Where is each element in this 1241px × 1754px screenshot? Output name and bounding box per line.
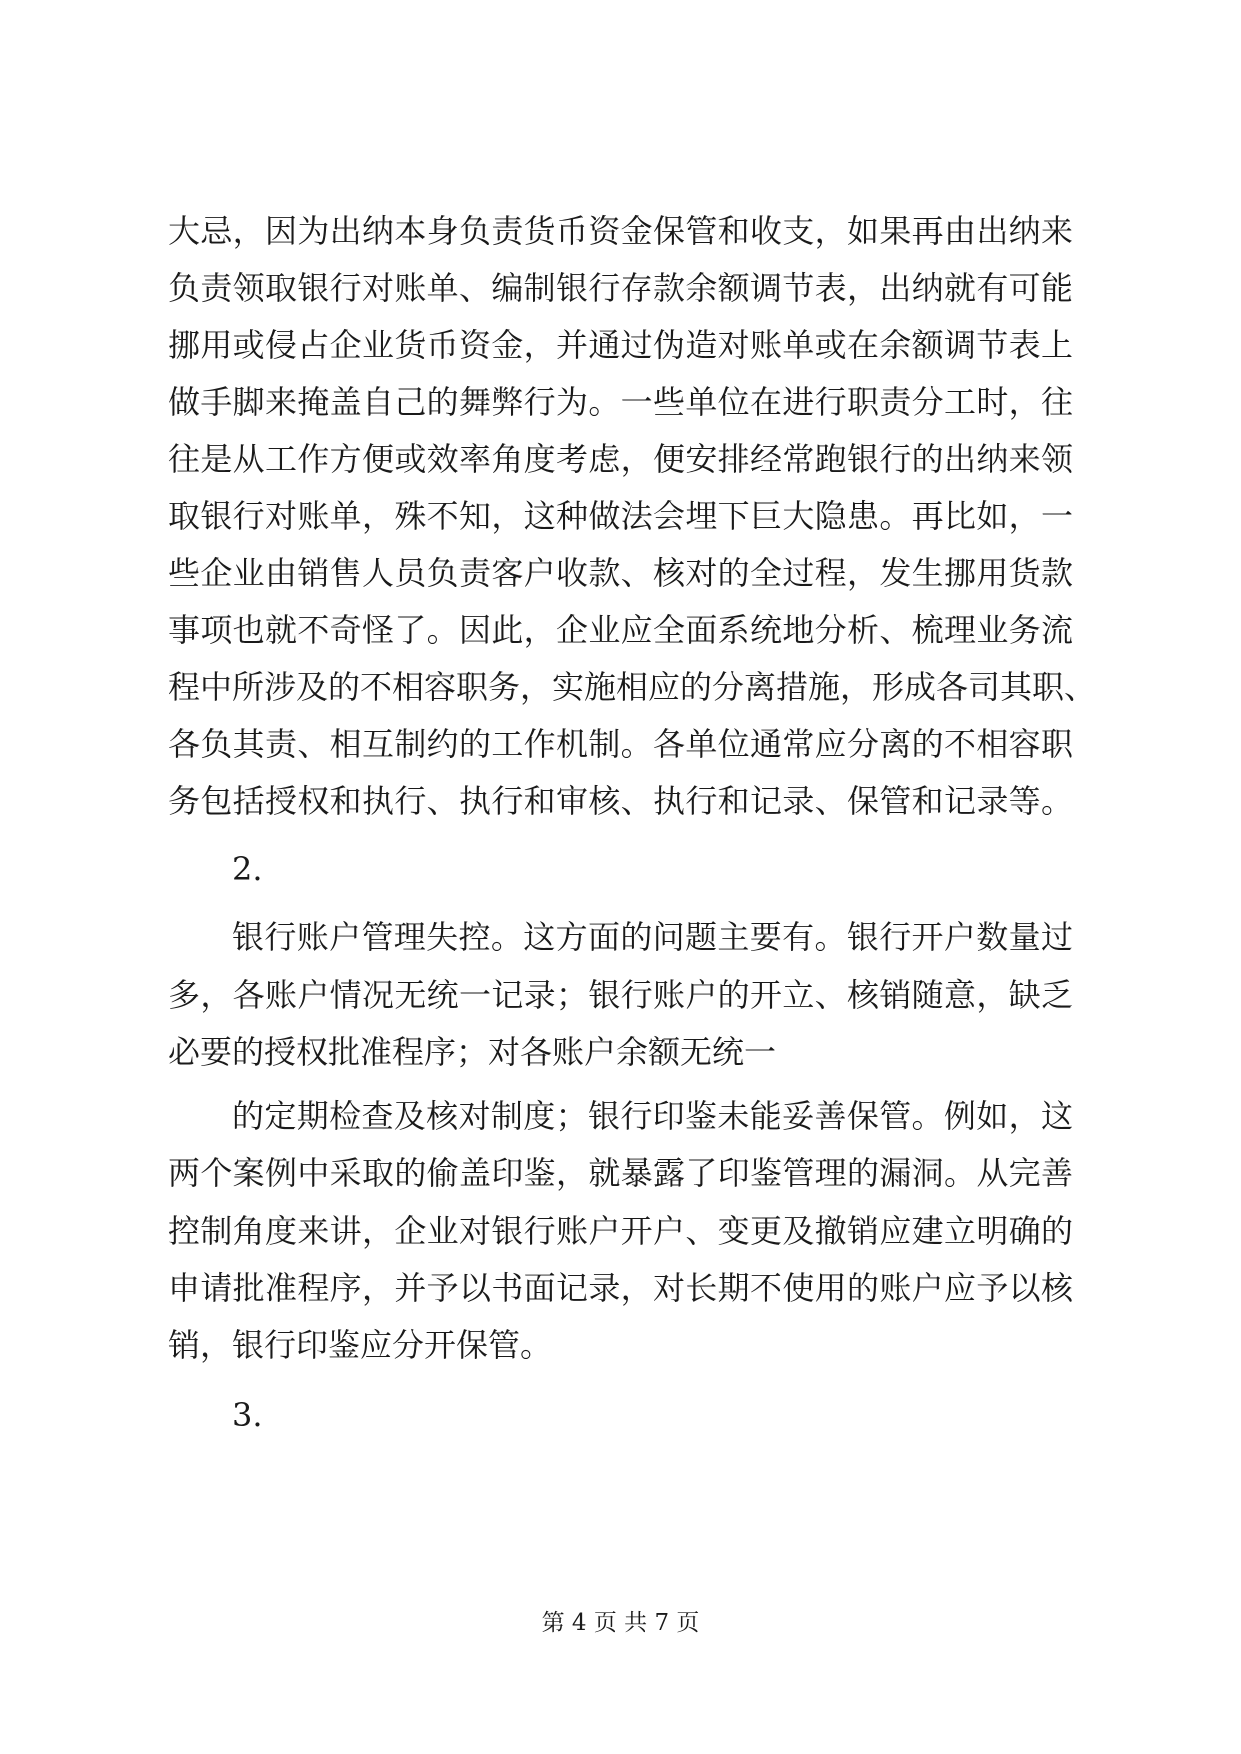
text-line: 做手脚来掩盖自己的舞弊行为。一些单位在进行职责分工时，往 xyxy=(168,383,1073,421)
page-number-footer: 第 4 页 共 7 页 xyxy=(541,1610,700,1636)
text-line: 往是从工作方便或效率角度考虑，便安排经常跑银行的出纳来领 xyxy=(168,440,1073,478)
text-line: 多，各账户情况无统一记录；银行账户的开立、核销随意，缺乏 xyxy=(168,976,1073,1014)
text-line: 两个案例中采取的偷盖印鉴，就暴露了印鉴管理的漏洞。从完善 xyxy=(168,1154,1073,1192)
text-line: 取银行对账单，殊不知，这种做法会埋下巨大隐患。再比如，一 xyxy=(168,497,1073,535)
text-line: 的定期检查及核对制度；银行印鉴未能妥善保管。例如，这 xyxy=(232,1097,1073,1135)
text-line: 各负其责、相互制约的工作机制。各单位通常应分离的不相容职 xyxy=(168,725,1073,763)
text-line: 务包括授权和执行、执行和审核、执行和记录、保管和记录等。 xyxy=(168,782,1073,820)
text-line: 负责领取银行对账单、编制银行存款余额调节表，出纳就有可能 xyxy=(168,269,1073,307)
text-line: 控制角度来讲，企业对银行账户开户、变更及撤销应建立明确的 xyxy=(168,1212,1073,1250)
section-number: 3. xyxy=(232,1396,263,1434)
text-line: 大忌，因为出纳本身负责货币资金保管和收支，如果再由出纳来 xyxy=(168,212,1073,250)
text-line: 银行账户管理失控。这方面的问题主要有。银行开户数量过 xyxy=(232,918,1073,956)
text-line: 销，银行印鉴应分开保管。 xyxy=(168,1326,553,1364)
text-line: 事项也就不奇怪了。因此，企业应全面系统地分析、梳理业务流 xyxy=(168,611,1073,649)
section-number: 2. xyxy=(232,850,263,888)
text-line: 申请批准程序，并予以书面记录，对长期不使用的账户应予以核 xyxy=(168,1269,1073,1307)
text-line: 必要的授权批准程序；对各账户余额无统一 xyxy=(168,1033,777,1071)
text-line: 程中所涉及的不相容职务，实施相应的分离措施，形成各司其职、 xyxy=(168,668,1097,706)
text-line: 些企业由销售人员负责客户收款、核对的全过程，发生挪用货款 xyxy=(168,554,1073,592)
text-line: 挪用或侵占企业货币资金，并通过伪造对账单或在余额调节表上 xyxy=(168,326,1073,364)
